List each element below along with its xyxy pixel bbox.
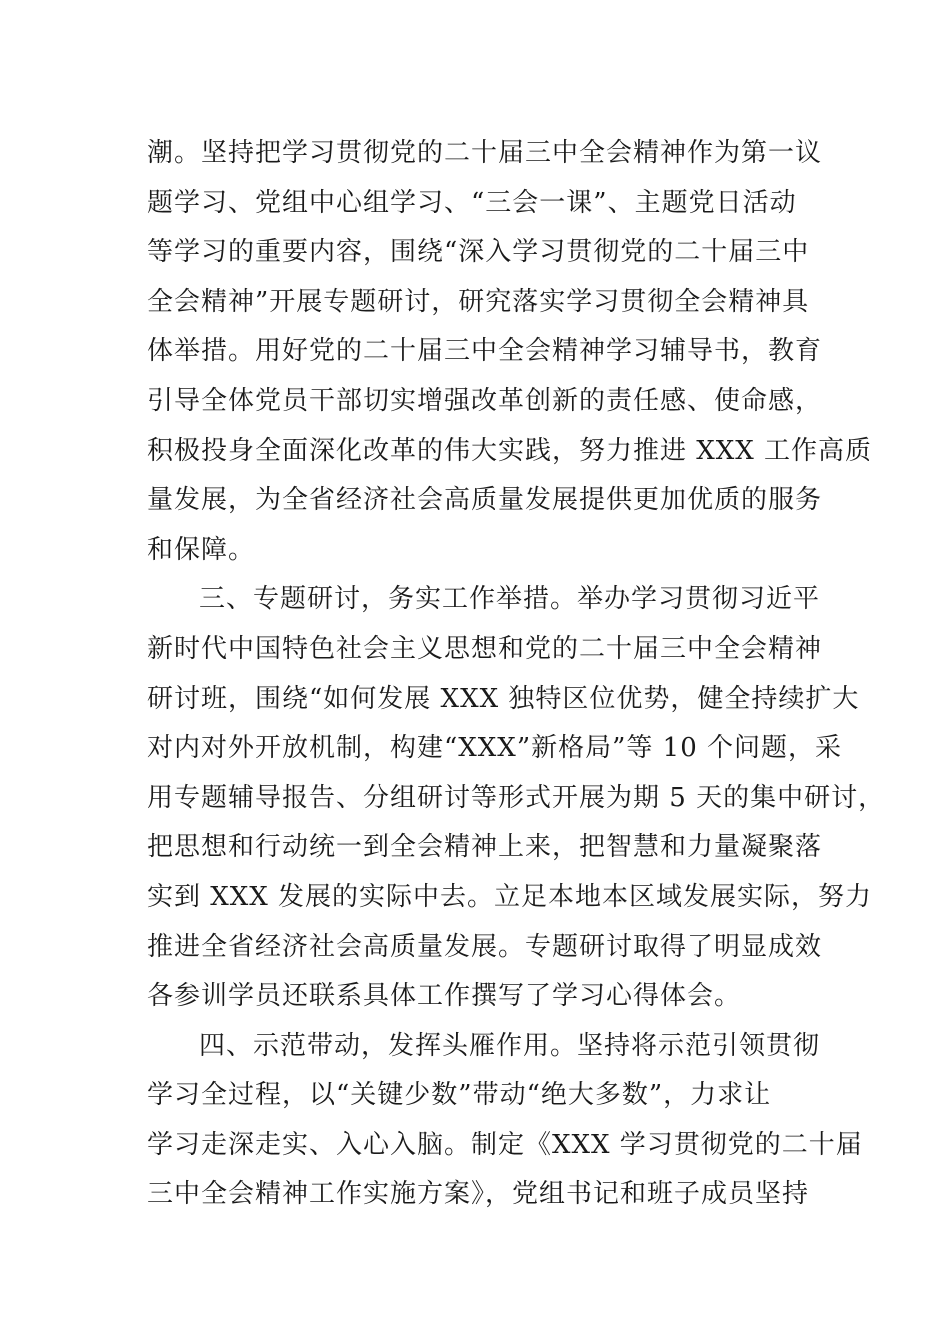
paragraph-line: 潮。坚持把学习贯彻党的二十届三中全会精神作为第一议: [147, 138, 823, 168]
paragraph-line: 积极投身全面深化改革的伟大实践，努力推进 XXX 工作高质: [147, 435, 873, 466]
document-body: [147, 129, 886, 1220]
paragraph-line: 把思想和行动统一到全会精神上来，把智慧和力量凝聚落: [147, 832, 823, 863]
paragraph-line: 量发展，为全省经济社会高质量发展提供更加优质的服务: [147, 485, 823, 516]
paragraph-line: 题学习、党组中心组学习、“三会一课”、主题党日活动: [147, 187, 797, 218]
paragraph-line: 全会精神”开展专题研讨，研究落实学习贯彻全会精神具: [147, 286, 810, 317]
paragraph-line: 新时代中国特色社会主义思想和党的二十届三中全会精神: [147, 633, 823, 664]
paragraph-line: 各参训学员还联系具体工作撰写了学习心得体会。: [147, 981, 742, 1012]
paragraph-line: 学习全过程，以“关键少数”带动“绝大多数”，力求让: [147, 1080, 772, 1111]
paragraph-line: 用专题辅导报告、分组研讨等形式开展为期 5 天的集中研讨，: [147, 782, 886, 813]
paragraph-line: 推进全省经济社会高质量发展。专题研讨取得了明显成效: [147, 931, 823, 962]
paragraph-line: 等学习的重要内容，围绕“深入学习贯彻党的二十届三中: [147, 237, 810, 268]
paragraph-line: 和保障。: [147, 534, 256, 565]
paragraph-line: 三中全会精神工作实施方案》，党组书记和班子成员坚持: [147, 1179, 810, 1210]
paragraph-line: 实到 XXX 发展的实际中去。立足本地本区域发展实际，努力: [147, 881, 873, 912]
paragraph-line: 体举措。用好党的二十届三中全会精神学习辅导书，教育: [147, 336, 823, 367]
paragraph-line: 对内对外开放机制，构建“XXX”新格局”等 10 个问题，采: [147, 733, 843, 764]
section-heading-line: 四、示范带动，发挥头雁作用。坚持将示范引领贯彻: [199, 1030, 821, 1061]
paragraph-line: 引导全体党员干部切实增强改革创新的责任感、使命感，: [147, 385, 823, 416]
paragraph-line: 研讨班，围绕“如何发展 XXX 独特区位优势，健全持续扩大: [147, 683, 860, 714]
paragraph-line: 学习走深走实、入心入脑。制定《XXX 学习贯彻党的二十届: [147, 1129, 863, 1160]
section-heading-line: 三、专题研讨，务实工作举措。举办学习贯彻习近平: [199, 584, 821, 615]
